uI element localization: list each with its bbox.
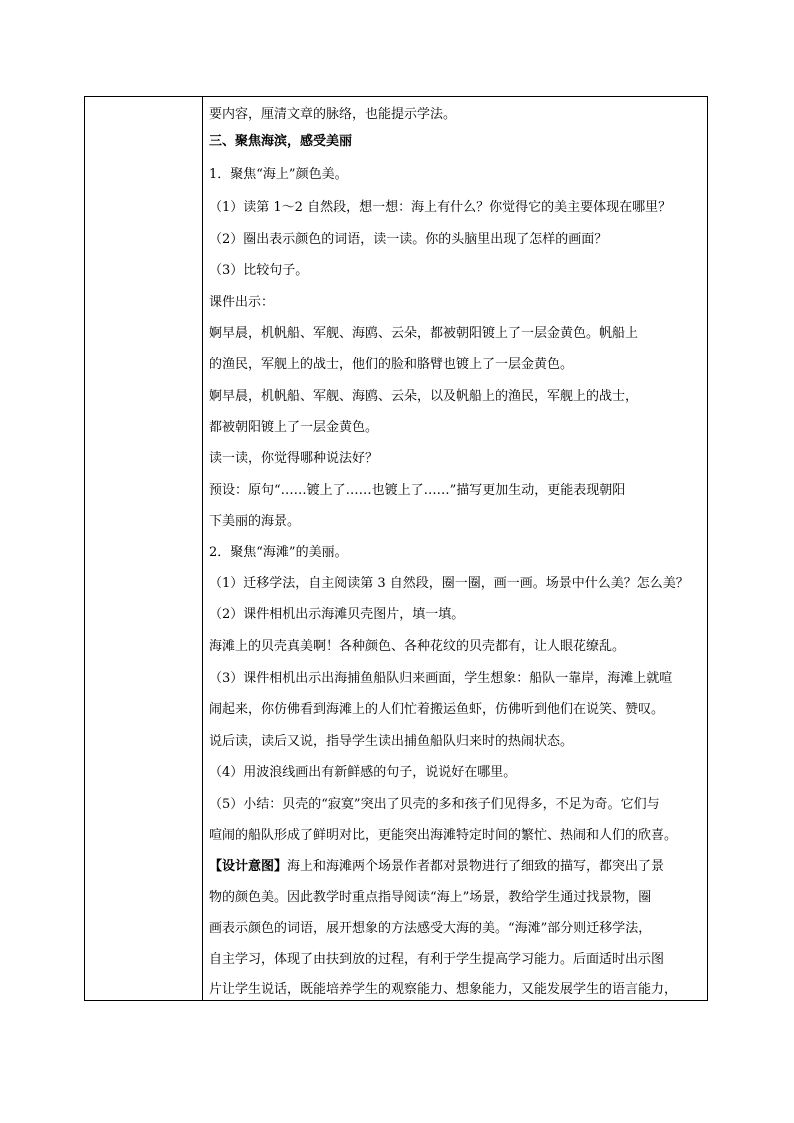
design-intent-label: 【设计意图】 <box>209 859 288 874</box>
text-line: （3）课件相机出示出海捕鱼船队归来画面，学生想象：船队一靠岸，海滩上就喧 <box>209 671 673 686</box>
text-line: 1．聚焦“海上”颜色美。 <box>209 167 348 182</box>
text-line: 要内容，厘清文章的脉络，也能提示学法。 <box>209 107 457 122</box>
text-line: 自主学习，体现了由扶到放的过程，有利于学生提高学习能力。后面适时出示图 <box>209 952 665 967</box>
text-line: 的渔民，军舰上的战士，他们的脸和胳臂也镀上了一层金黄色。 <box>209 357 574 372</box>
column-divider <box>202 97 203 1000</box>
section-heading: 三、聚焦海滨，感受美丽 <box>209 134 353 149</box>
text-line: （2）课件相机出示海滩贝壳图片，填一填。 <box>209 607 465 622</box>
text-line: 喧闹的船队形成了鲜明对比，更能突出海滩特定时间的繁忙、热闹和人们的欣喜。 <box>209 828 678 843</box>
text-line: （1）读第 1～2 自然段，想一想：海上有什么？你觉得它的美主要体现在哪里？ <box>209 200 672 215</box>
text-line: 海滩上的贝壳真美啊！各种颜色、各种花纹的贝壳都有，让人眼花缭乱。 <box>209 639 626 654</box>
text-line: 婀早晨，机帆船、军舰、海鸥、云朵，以及帆船上的渔民，军舰上的战士， <box>209 389 639 404</box>
text-line: 说后读，读后又说，指导学生读出捕鱼船队归来时的热闹状态。 <box>209 734 574 749</box>
text-line: 2．聚焦“海滩”的美丽。 <box>209 545 348 560</box>
text-line: 婀早晨，机帆船、军舰、海鸥、云朵，都被朝阳镀上了一层金黄色。帆船上 <box>209 326 639 341</box>
text-line: 下美丽的海景。 <box>209 514 301 529</box>
text-line: 都被朝阳镀上了一层金黄色。 <box>209 420 379 435</box>
text-line: 片让学生说话，既能培养学生的观察能力、想象能力，又能发展学生的语言能力， <box>209 982 678 997</box>
text-line: 读一读，你觉得哪种说法好？ <box>209 451 379 466</box>
text-line: （4）用波浪线画出有新鲜感的句子，说说好在哪里。 <box>209 765 517 780</box>
text-line: 闹起来，你仿佛看到海滩上的人们忙着搬运鱼虾，仿佛听到他们在说笑、赞叹。 <box>209 702 665 717</box>
text-line: 物的颜色美。因此教学时重点指导阅读“海上”场景，教给学生通过找景物，圈 <box>209 890 652 905</box>
text-line: （3）比较句子。 <box>209 263 309 278</box>
text-line: （5）小结：贝壳的“寂寞”突出了贝壳的多和孩子们见得多，不足为奇。它们与 <box>209 797 660 812</box>
lesson-table <box>84 96 708 1001</box>
design-intent: 【设计意图】海上和海滩两个场景作者都对景物进行了细致的描写，都突出了景 <box>209 859 665 874</box>
text-line: （1）迁移学法，自主阅读第 3 自然段，圈一圈，画一画。场景中什么美？怎么美？ <box>209 576 689 591</box>
text-line: 课件出示： <box>209 295 275 310</box>
text-line: 画表示颜色的词语，展开想象的方法感受大海的美。“海滩”部分则迁移学法， <box>209 921 652 936</box>
text-line: （2）圈出表示颜色的词语，读一读。你的头脑里出现了怎样的画面？ <box>209 232 608 247</box>
text-line: 预设：原句“……镀上了……也镀上了……”描写更加生动，更能表现朝阳 <box>209 483 626 498</box>
